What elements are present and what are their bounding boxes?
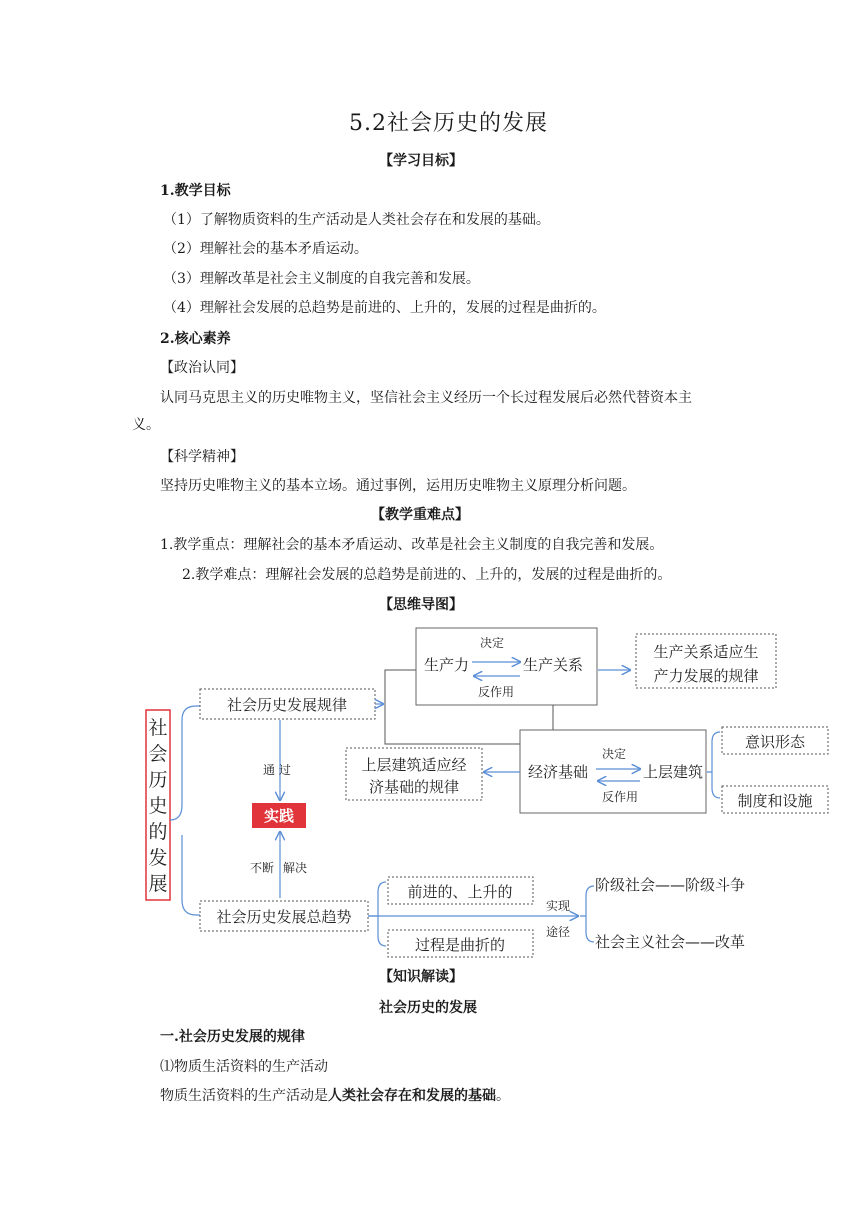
ideology-label: 意识形态 bbox=[744, 733, 806, 751]
realize-bracket bbox=[580, 886, 594, 942]
practice-label: 实践 bbox=[263, 807, 295, 825]
law-box-1-line1: 生产关系适应生 bbox=[653, 643, 759, 661]
core-literacy-heading: 2.核心素养 bbox=[160, 331, 231, 347]
realize-label: 实现 bbox=[546, 899, 571, 913]
path-label: 途径 bbox=[546, 925, 571, 939]
knowledge-title: 社会历史的发展 bbox=[379, 1000, 477, 1016]
root-char: 展 bbox=[148, 873, 168, 895]
root-char: 的 bbox=[148, 821, 168, 843]
superstructure-bracket bbox=[707, 732, 720, 798]
key-point: 1.教学重点：理解社会的基本矛盾运动、改革是社会主义制度的自我完善和发展。 bbox=[160, 537, 664, 553]
section-header-knowledge: 【知识解读】 bbox=[379, 969, 463, 985]
tortuous-label: 过程是曲折的 bbox=[414, 936, 506, 954]
root-char: 历 bbox=[148, 769, 168, 791]
root-bracket bbox=[170, 706, 200, 915]
institutions-label: 制度和设施 bbox=[737, 792, 813, 810]
goal-item: （2）理解社会的基本矛盾运动。 bbox=[163, 241, 368, 257]
science-text: 坚持历史唯物主义的基本立场。通过事例，运用历史唯物主义原理分析问题。 bbox=[160, 478, 636, 494]
decide-label-2: 决定 bbox=[602, 747, 627, 761]
root-char: 社 bbox=[148, 717, 168, 739]
page-title: 5.2社会历史的发展 bbox=[349, 111, 548, 136]
root-label bbox=[148, 717, 167, 895]
law-box-2-line2: 济基础的规律 bbox=[368, 778, 460, 796]
part1-title: 一.社会历史发展的规律 bbox=[160, 1029, 305, 1045]
decide-label: 决定 bbox=[480, 636, 505, 650]
socialist-society-label: 社会主义社会——改革 bbox=[595, 933, 746, 951]
superstructure-label: 上层建筑 bbox=[643, 763, 704, 781]
class-society-label: 阶级社会——阶级斗争 bbox=[595, 876, 746, 894]
goal-item: （3）理解改革是社会主义制度的自我完善和发展。 bbox=[163, 271, 480, 287]
section-header-keypoints: 【教学重难点】 bbox=[371, 507, 469, 523]
continuous-label: 不断 bbox=[250, 861, 275, 875]
mind-map bbox=[140, 620, 840, 965]
forward-label: 前进的、上升的 bbox=[407, 883, 513, 901]
economic-base-label: 经济基础 bbox=[528, 763, 589, 781]
solve-label: 解决 bbox=[283, 861, 308, 875]
law-box-2-line1: 上层建筑适应经 bbox=[361, 756, 467, 774]
part1-text-suffix: 。 bbox=[496, 1088, 510, 1104]
political-identity-heading: 【政治认同】 bbox=[160, 360, 244, 376]
productivity-label: 生产力 bbox=[424, 656, 470, 674]
law-box-1-line2: 产力发展的规律 bbox=[653, 667, 759, 685]
teaching-goals-heading: 1.教学目标 bbox=[160, 183, 231, 199]
difficult-point: 2.教学难点：理解社会发展的总趋势是前进的、上升的，发展的过程是曲折的。 bbox=[182, 567, 672, 583]
part1-subtitle: ⑴物质生活资料的生产活动 bbox=[160, 1059, 328, 1075]
law-label: 社会历史发展规律 bbox=[226, 696, 348, 714]
root-char: 史 bbox=[148, 795, 168, 817]
goal-item: （4）理解社会发展的总趋势是前进的、上升的，发展的过程是曲折的。 bbox=[163, 300, 606, 316]
trend-label: 社会历史发展总趋势 bbox=[216, 908, 352, 926]
goal-item: （1）了解物质资料的生产活动是人类社会存在和发展的基础。 bbox=[163, 212, 550, 228]
react-label-2: 反作用 bbox=[602, 790, 639, 804]
through-label: 通 过 bbox=[263, 763, 291, 777]
section-header-mindmap: 【思维导图】 bbox=[379, 597, 463, 613]
political-text-line2: 义。 bbox=[132, 417, 160, 433]
root-char: 发 bbox=[148, 847, 168, 869]
science-spirit-heading: 【科学精神】 bbox=[160, 449, 244, 465]
part1-text-bold: 人类社会存在和发展的基础 bbox=[328, 1088, 496, 1104]
part1-text-prefix: 物质生活资料的生产活动是 bbox=[160, 1088, 328, 1104]
political-text-line1: 认同马克思主义的历史唯物主义，坚信社会主义经历一个长过程发展后必然代替资本主 bbox=[160, 390, 692, 406]
part1-text bbox=[160, 1085, 510, 1105]
react-label: 反作用 bbox=[478, 685, 515, 699]
root-char: 会 bbox=[148, 743, 168, 765]
trend-bracket bbox=[368, 882, 386, 946]
relations-label: 生产关系 bbox=[523, 656, 584, 674]
section-header-goals: 【学习目标】 bbox=[379, 153, 463, 169]
